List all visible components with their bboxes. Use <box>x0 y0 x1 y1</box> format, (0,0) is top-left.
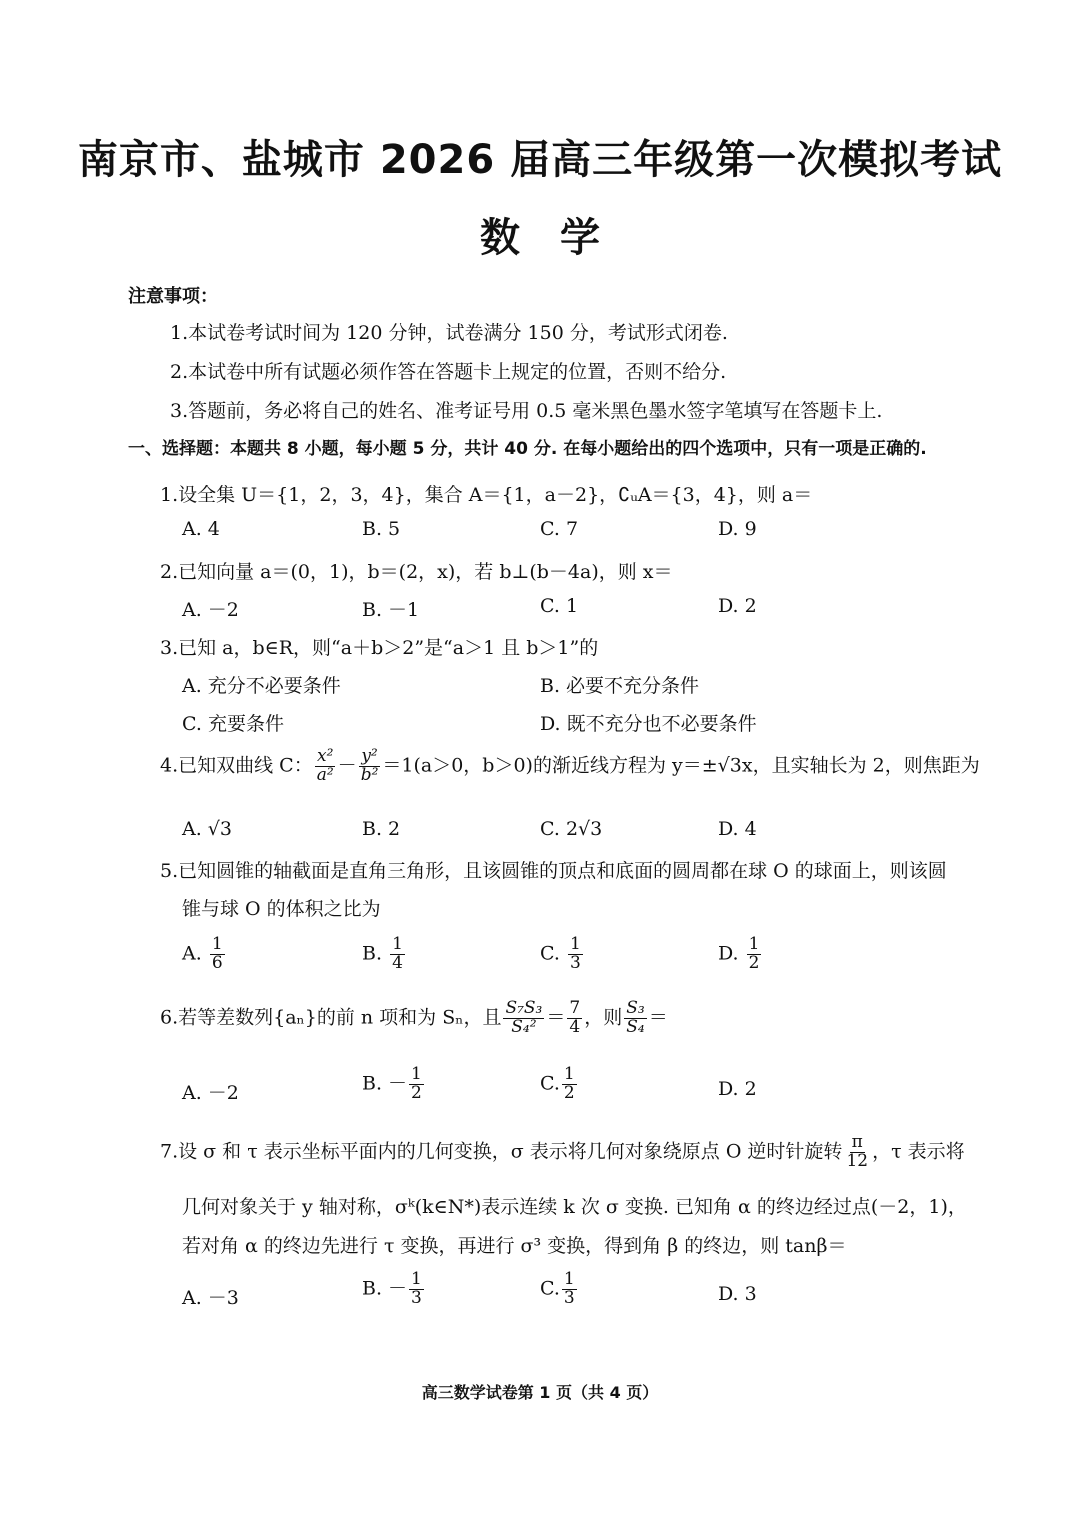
q4-option-d: D. 4 <box>718 818 757 840</box>
q6-c-num: 1 <box>563 1064 575 1084</box>
q1-option-b: B. 5 <box>362 518 401 540</box>
q4-fraction-x <box>315 748 336 785</box>
q7-c-label: C. <box>540 1277 560 1300</box>
q3-option-c: C. 充要条件 <box>182 713 284 735</box>
q5-c-frac <box>568 936 583 973</box>
q4-frac2-den: b² <box>360 764 379 785</box>
note-1: 1.本试卷考试时间为 120 分钟，试卷满分 150 分，考试形式闭卷. <box>170 322 728 344</box>
notes-heading: 注意事项： <box>128 286 218 307</box>
q7-frac-den: 12 <box>846 1150 869 1171</box>
q7-line1-start: 7.设 σ 和 τ 表示坐标平面内的几何变换，σ 表示将几何对象绕原点 O 逆时针旋转 <box>160 1140 843 1163</box>
q7-frac-num: π <box>851 1132 863 1152</box>
q3-stem: 3.已知 a，b∈R，则“a＋b＞2”是“a＞1 且 b＞1”的 <box>160 637 599 659</box>
q7-c-frac <box>562 1271 577 1308</box>
q6-frac1-num: S₇S₃ <box>505 998 543 1018</box>
q4-frac1-den: a² <box>316 764 334 785</box>
q3-option-d: D. 既不充分也不必要条件 <box>540 713 757 735</box>
q6-frac3 <box>624 1000 646 1037</box>
q5-b-label: B. <box>362 942 383 965</box>
q4-stem-end: ＝1(a＞0，b＞0)的渐近线方程为 y＝±√3x，且实轴长为 2，则焦距为 <box>382 754 980 777</box>
q5-option-d <box>718 936 763 973</box>
q5-a-frac <box>210 936 225 973</box>
q5-d-num: 1 <box>748 934 760 954</box>
q1-option-d: D. 9 <box>718 518 757 540</box>
q4-frac1-num: x² <box>316 746 334 766</box>
q7-option-c <box>540 1271 579 1308</box>
q6-b-num: 1 <box>411 1064 422 1084</box>
q4-frac2-num: y² <box>361 746 378 766</box>
note-2: 2.本试卷中所有试题必须作答在答题卡上规定的位置，否则不给分. <box>170 361 727 383</box>
q6-option-b <box>362 1066 426 1103</box>
q4-fraction-y <box>359 748 381 785</box>
q7-c-den: 3 <box>563 1287 575 1308</box>
q6-frac1-den: S₄² <box>511 1016 537 1037</box>
q7-b-frac <box>409 1271 424 1308</box>
q1-option-c: C. 7 <box>540 518 579 540</box>
q5-option-b <box>362 936 407 973</box>
q6-frac3-den: S₄ <box>626 1016 645 1037</box>
q5-d-frac <box>747 936 762 973</box>
q5-c-label: C. <box>540 942 560 965</box>
page-footer: 高三数学试卷第 1 页（共 4 页） <box>421 1383 659 1402</box>
q6-stem <box>160 1000 668 1037</box>
q5-stem-line1: 5.已知圆锥的轴截面是直角三角形，且该圆锥的顶点和底面的圆周都在球 O 的球面上，则该圆 <box>160 860 947 882</box>
q6-end: ＝ <box>648 1006 668 1029</box>
q6-b-den: 2 <box>411 1082 422 1103</box>
subject-title: 数学 <box>480 215 640 261</box>
q4-option-b: B. 2 <box>362 818 401 840</box>
q7-option-d: D. 3 <box>718 1283 757 1305</box>
q5-c-den: 3 <box>569 952 581 973</box>
q3-option-b: B. 必要不充分条件 <box>540 675 700 697</box>
q4-minus: － <box>337 754 357 777</box>
q4-stem-start: 4.已知双曲线 C： <box>160 754 313 777</box>
q1-stem: 1.设全集 U＝{1，2，3，4}，集合 A＝{1，a－2}，∁ᵤA＝{3，4}，则 a＝ <box>160 484 813 506</box>
q5-b-den: 4 <box>392 952 403 973</box>
note-3: 3.答题前，务必将自己的姓名、准考证号用 0.5 毫米黑色墨水签字笔填写在答题卡上. <box>170 400 883 422</box>
q6-c-den: 2 <box>563 1082 575 1103</box>
q2-option-a: A. －2 <box>182 599 239 621</box>
q7-stem-line1 <box>160 1134 965 1171</box>
q6-option-a: A. －2 <box>182 1082 239 1104</box>
q6-stem-start: 6.若等差数列{aₙ}的前 n 项和为 Sₙ，且 <box>160 1006 502 1029</box>
q7-frac <box>844 1134 870 1171</box>
q5-a-num: 1 <box>211 934 223 954</box>
section-heading: 一、选择题：本题共 8 小题，每小题 5 分，共计 40 分. 在每小题给出的四个选项中，只有一项是正确的. <box>128 439 927 459</box>
q6-b-frac <box>409 1066 424 1103</box>
q6-b-label: B. － <box>362 1072 408 1095</box>
q5-option-c <box>540 936 585 973</box>
q3-option-a: A. 充分不必要条件 <box>182 675 341 697</box>
q7-stem-line2: 几何对象关于 y 轴对称，σᵏ(k∈N*)表示连续 k 次 σ 变换. 已知角 α 的终边经过点(－2，1)， <box>182 1196 967 1218</box>
q5-option-a <box>182 936 227 973</box>
q5-d-label: D. <box>718 942 739 965</box>
q5-b-num: 1 <box>392 934 403 954</box>
q2-option-b: B. －1 <box>362 599 420 621</box>
q6-option-c <box>540 1066 579 1103</box>
q5-stem-line2: 锥与球 O 的体积之比为 <box>182 898 381 920</box>
q5-a-label: A. <box>182 942 202 965</box>
q2-option-d: D. 2 <box>718 595 757 617</box>
q4-option-c: C. 2√3 <box>540 818 603 840</box>
q5-c-num: 1 <box>569 934 581 954</box>
q6-frac2-den: 4 <box>569 1016 581 1037</box>
q7-option-a: A. －3 <box>182 1287 239 1309</box>
exam-title: 南京市、盐城市 2026 届高三年级第一次模拟考试 <box>77 137 1003 183</box>
q7-stem-line3: 若对角 α 的终边先进行 τ 变换，再进行 σ³ 变换，得到角 β 的终边，则 tanβ＝ <box>182 1235 847 1257</box>
q6-option-d: D. 2 <box>718 1078 757 1100</box>
q6-frac2 <box>567 1000 582 1037</box>
q6-frac1 <box>503 1000 544 1037</box>
q6-c-label: C. <box>540 1072 560 1095</box>
q1-option-a: A. 4 <box>182 518 220 540</box>
q5-b-frac <box>390 936 405 973</box>
q6-frac3-num: S₃ <box>626 998 645 1018</box>
q2-stem: 2.已知向量 a＝(0，1)，b＝(2，x)，若 b⊥(b－4a)，则 x＝ <box>160 561 673 583</box>
q2-option-c: C. 1 <box>540 595 579 617</box>
q6-mid: ，则 <box>584 1006 623 1029</box>
q4-stem <box>160 748 980 785</box>
q5-a-den: 6 <box>211 952 223 973</box>
q4-option-a: A. √3 <box>182 818 232 840</box>
q5-d-den: 2 <box>748 952 760 973</box>
q6-c-frac <box>562 1066 577 1103</box>
q6-eq: ＝ <box>546 1006 566 1029</box>
q7-option-b <box>362 1271 426 1308</box>
q7-b-den: 3 <box>411 1287 422 1308</box>
q7-c-num: 1 <box>563 1269 575 1289</box>
q7-line1-end: ，τ 表示将 <box>872 1140 965 1163</box>
q6-frac2-num: 7 <box>569 998 581 1018</box>
q7-b-num: 1 <box>411 1269 422 1289</box>
q7-b-label: B. － <box>362 1277 408 1300</box>
